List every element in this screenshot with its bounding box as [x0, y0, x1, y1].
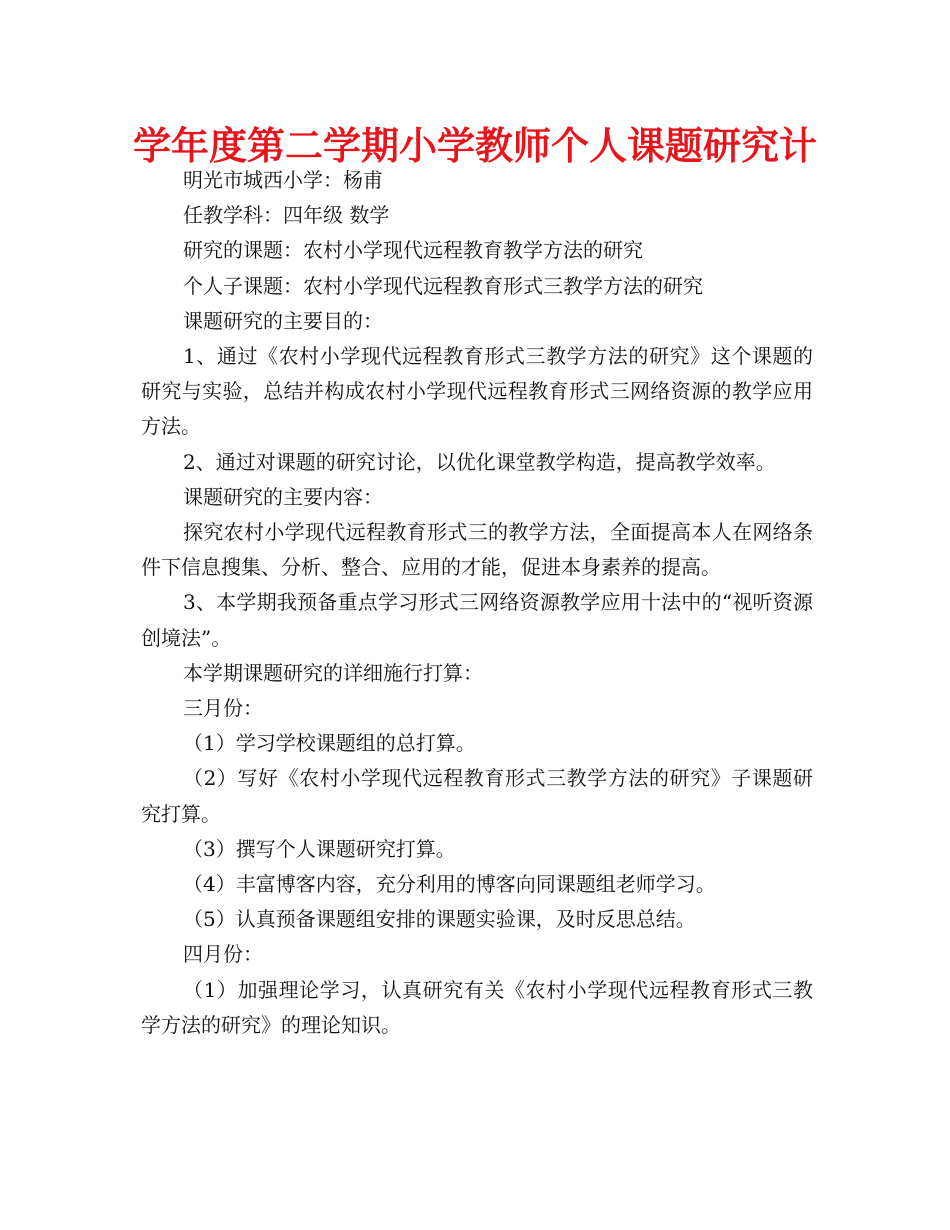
paragraph-purpose-1: 1、通过《农村小学现代远程教育形式三教学方法的研究》这个课题的研究与实验，总结并构成农村小学现代远程教育形式三网络资源的教学应用方法。: [141, 344, 813, 439]
paragraph-purpose-2: 2、通过对课题的研究讨论，以优化课堂教学构造，提高教学效率。: [183, 449, 776, 474]
paragraph-content-heading: 课题研究的主要内容：: [183, 484, 383, 509]
paragraph-sub-topic: 个人子课题：农村小学现代远程教育形式三教学方法的研究: [183, 273, 703, 298]
document-title: 学年度第二学期小学教师个人课题研究计: [132, 124, 817, 168]
list-item: （5）认真预备课题组安排的课题实验课，及时反思总结。: [183, 907, 696, 932]
list-item: （2）写好《农村小学现代远程教育形式三教学方法的研究》子课题研究打算。: [141, 766, 813, 826]
paragraph-school-teacher: 明光市城西小学：杨甫: [183, 168, 383, 192]
document-body: [141, 163, 813, 1043]
list-item: （4）丰富博客内容，充分利用的博客向同课题组老师学习。: [183, 872, 716, 897]
list-item: （1）加强理论学习，认真研究有关《农村小学现代远程教育形式三教学方法的研究》的理论知识。: [141, 977, 813, 1037]
paragraph-april: 四月份：: [183, 942, 263, 967]
list-item: （3）撰写个人课题研究打算。: [183, 836, 456, 861]
paragraph-content: 探究农村小学现代远程教育形式三的教学方法，全面提高本人在网络条件下信息搜集、分析、整合、应用的才能，促进本身素养的提高。: [141, 520, 813, 580]
paragraph-subject: 任教学科：四年级 数学: [183, 203, 390, 228]
list-item: （1）学习学校课题组的总打算。: [183, 731, 476, 756]
paragraph-research-topic: 研究的课题：农村小学现代远程教育教学方法的研究: [183, 238, 643, 263]
paragraph-plan-heading: 本学期课题研究的详细施行打算：: [183, 660, 483, 685]
paragraph-purpose-3: 3、本学期我预备重点学习形式三网络资源教学应用十法中的“视听资源创境法”。: [141, 590, 813, 650]
paragraph-purpose-heading: 课题研究的主要目的：: [183, 308, 383, 333]
paragraph-march: 三月份：: [183, 696, 263, 721]
